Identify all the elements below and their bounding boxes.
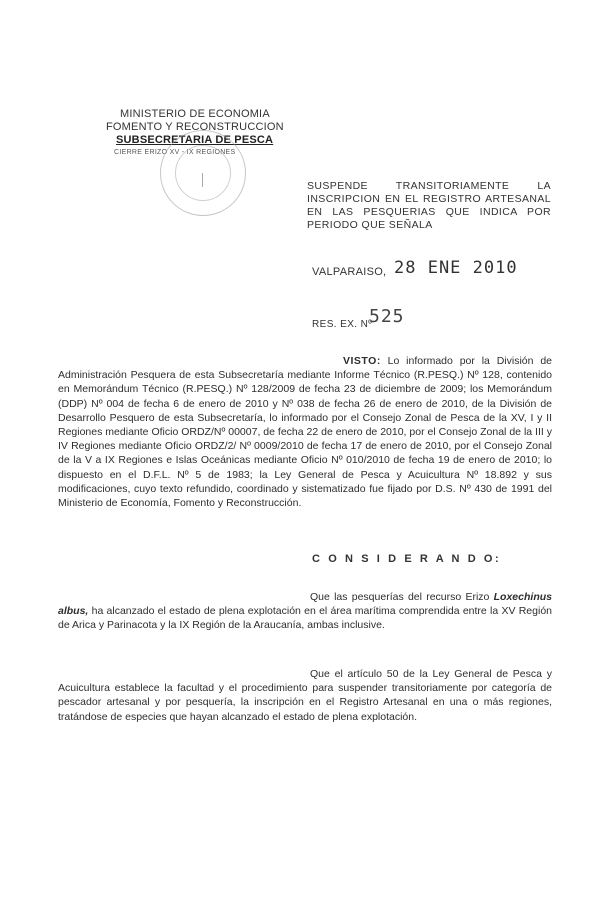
considerando-item-2-text: Que el artículo 50 de la Ley General de Pesca y Acuicultura establece la facultad y el procedimiento para suspender transitoriamente por categoría de pescador artesanal y por pesquería, la inscripción en el Registro Artesanal en una o más regiones, tratándose de especies que hayan alcanzado el estado de plena explotación. — [58, 668, 552, 723]
handwritten-date: 28 ENE 2010 — [394, 258, 518, 278]
resolution-label: RES. EX. Nº — [312, 319, 373, 330]
visto-text: Lo informado por la División de Administración Pesquera de esta Subsecretaría mediante Informe Técnico (R.PESQ.) Nº 128, contenido en Memorándum Técnico (R.PESQ.) Nº 128/2009 de fecha 23 de diciembre de 2009; los Memorándum (DDP) Nº 004 de fecha 6 de enero de 2010 y Nº 038 de fecha 26 de enero de 2010, de la División de Desarrollo Pesquero de esta Subsecretaría, lo informado por el Consejo Zonal de Pesca de la XV, I y II Regiones mediante Oficio ORDZ/Nº 00007, de fecha 22 de enero de 2010, por el Consejo Zonal de la III y IV Regiones mediante Oficio ORDZ/2/ Nº 0009/2010 de fecha 17 de enero de 2010, por el Consejo Zonal de la V a IX Regiones e Islas Oceánicas mediante Oficio Nº 010/2010 de fecha 19 de enero de 2010; lo dispuesto en el D.F.L. Nº 5 de 1983; la Ley General de Pesca y Acuicultura Nº 18.892 y sus modificaciones, cuyo texto refundido, coordinado y sistematizado fue fijado por D.S. Nº 430 de 1991 del Ministerio de Economía, Fomento y Reconstrucción. — [58, 355, 552, 510]
considerando-item-1-intro: Que las pesquerías del recurso Erizo — [310, 591, 490, 603]
resolution-number: 525 — [369, 306, 405, 327]
considerando-item-1-body: ha alcanzado el estado de plena explotación en el área marítima comprendida entre la XV Región de Arica y Parinacota y la IX Región de la Araucanía, ambas inclusive. — [58, 605, 552, 632]
considerando-item-1 — [58, 590, 552, 633]
visto-label: VISTO: — [343, 355, 381, 367]
ministry-name-line2: FOMENTO Y RECONSTRUCCION — [106, 121, 284, 133]
document-reference: CIERRE ERIZO XV - IX REGIONES — [114, 149, 236, 156]
visto-paragraph — [58, 354, 552, 510]
official-seal-stamp — [160, 130, 246, 216]
document-subject: SUSPENDE TRANSITORIAMENTE LA INSCRIPCION EN EL REGISTRO ARTESANAL EN LAS PESQUERIAS QUE INDICA POR PERIODO QUE SEÑALA — [307, 180, 551, 231]
subsecretaria-name: SUBSECRETARIA DE PESCA — [116, 134, 274, 146]
considerando-heading: C O N S I D E R A N D O: — [312, 553, 502, 565]
considerando-item-2 — [58, 667, 552, 724]
ministry-name-line1: MINISTERIO DE ECONOMIA — [120, 108, 270, 120]
species-name: Loxechinus albus, — [58, 591, 552, 618]
place-label: VALPARAISO, — [312, 266, 387, 278]
